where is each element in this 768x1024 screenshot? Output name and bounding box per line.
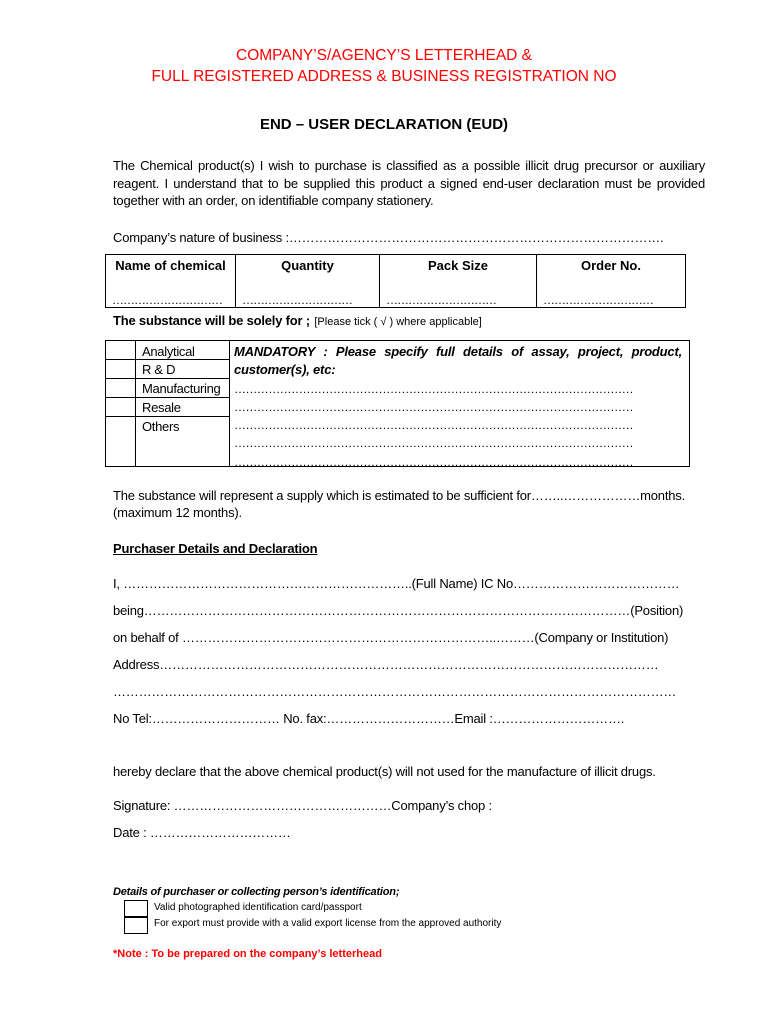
details-line[interactable]: …………………………………………………………………………………………… [234,418,634,432]
export-license-label: For export must provide with a valid export license from the approved authority [154,918,502,929]
address-field-2[interactable]: …………………………………………………………………………………………………………………… [113,684,677,699]
letterhead-line-2: FULL REGISTERED ADDRESS & BUSINESS REGISTRATION NO [151,68,617,85]
supply-maximum-note: (maximum 12 months). [113,505,242,520]
letterhead-note: *Note : To be prepared on the company’s letterhead [113,948,382,960]
column-header: Quantity [281,258,334,273]
mandatory-note: MANDATORY : Please specify full details of assay, project, product, customer(s), etc: [234,344,682,377]
details-line[interactable]: …………………………………………………………………………………………… [234,400,634,414]
use-analytical-option[interactable]: Analytical [142,344,195,359]
quantity-cell[interactable] [236,255,380,308]
purchaser-heading: Purchaser Details and Declaration [113,541,318,556]
identification-heading: Details of purchaser or collecting person’s identification; [113,886,400,898]
row-divider [106,416,230,417]
row-divider [106,378,230,379]
details-line[interactable]: …………………………………………………………………………………………… [234,382,634,396]
pack-size-cell[interactable] [380,255,537,308]
supply-duration-field[interactable]: The substance will represent a supply which is estimated to be sufficient for……..………………months. [113,488,685,503]
address-field[interactable]: Address……………………………………………………………………………………………………… [113,657,659,672]
row-divider [106,397,230,398]
fill-line: ………………………… [242,293,352,307]
chemical-name-cell[interactable] [106,255,236,308]
solely-for-text: The substance will be solely for ; [113,313,310,328]
tick-hint: [Please tick ( √ ) where applicable] [314,316,482,328]
use-rnd-option[interactable]: R & D [142,362,176,377]
letterhead-line-1: COMPANY’S/AGENCY’S LETTERHEAD & [236,47,532,64]
company-field[interactable]: on behalf of ………………………………………………………………..………(Company or Institution) [113,630,669,645]
details-line[interactable]: …………………………………………………………………………………………… [234,436,634,450]
id-card-label: Valid photographed identification card/passport [154,902,362,913]
intro-paragraph: The Chemical product(s) I wish to purchase is classified as a possible illicit drug precursor or auxiliary reagent. I understand that to be supplied this product a signed end-user declaration must be provided together with an order, on identifiable company stationery. [113,158,705,208]
order-no-cell[interactable] [537,255,686,308]
fill-line: ………………………… [112,293,222,307]
fill-line: ………………………… [543,293,653,307]
signature-field[interactable]: Signature: ……………………………………………Company’s chop : [113,798,492,813]
row-divider [106,359,230,360]
column-header: Order No. [581,258,641,273]
fill-line: ………………………… [386,293,496,307]
date-field[interactable]: Date : …………………………… [113,825,291,840]
use-others-option[interactable]: Others [142,419,180,434]
declaration-statement: hereby declare that the above chemical product(s) will not used for the manufacture of illicit drugs. [113,764,656,779]
use-manufacturing-option[interactable]: Manufacturing [142,381,221,396]
column-header: Name of chemical [115,258,226,273]
nature-of-business-field[interactable]: Company’s nature of business :……………………………………………………………………………. [113,230,664,245]
use-resale-option[interactable]: Resale [142,400,181,415]
export-license-checkbox[interactable] [124,917,148,934]
details-line[interactable]: …………………………………………………………………………………………… [234,455,634,469]
solely-for-label [113,312,482,330]
document-title: END – USER DECLARATION (EUD) [259,116,509,133]
column-header: Pack Size [428,258,488,273]
full-name-field[interactable]: I, …………………………………………………………..(Full Name) IC No………………………………… [113,576,680,591]
contact-field[interactable]: No Tel:………………………… No. fax:…………………………Email :…………………………. [113,711,625,726]
position-field[interactable]: being……………………………………………………………………………………………………(Position) [113,603,684,618]
chemical-table [105,254,686,308]
id-card-checkbox[interactable] [124,900,148,917]
